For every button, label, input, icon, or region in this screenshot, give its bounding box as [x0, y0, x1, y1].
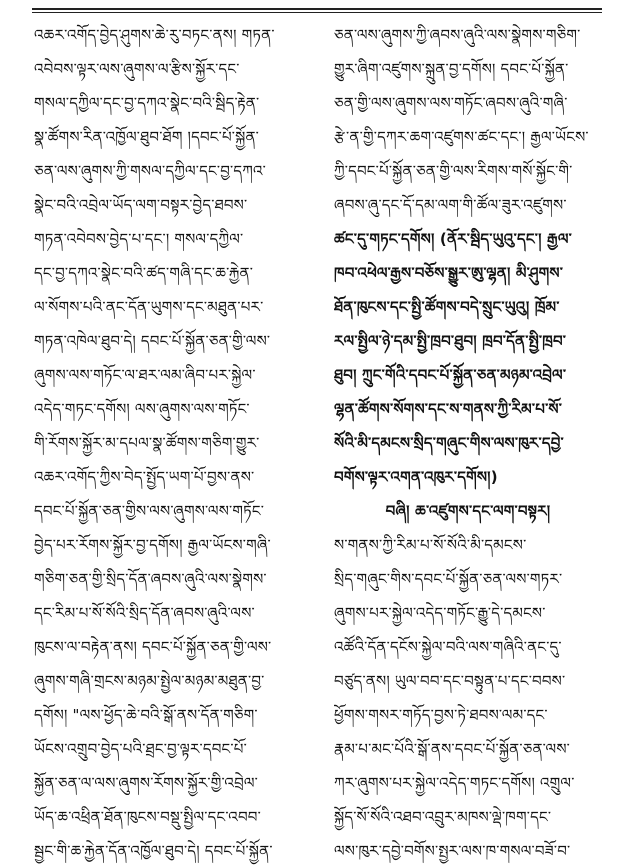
text-line: གཏན་འཁེལ་ཐུབ་དེ། དབང་པོ་སྐྱོན་ཅན་གྱི་ལས་: [34, 332, 271, 350]
text-line: ཞབས་ཞུ་དང་དོ་དམ་ལག་གི་ཚོལ་ཟུར་འཛུགས་: [334, 196, 567, 214]
text-line: སྦྱང་གི་ཆ་རྐྱེན་དོན་འཁྱོལ་ཐུབ་དེ། དབང་པོ་སྐྱོན་: [34, 842, 273, 860]
text-line: ཁུངས་ལ་བརྟེན་ནས། དབང་པོ་སྐྱོན་ཅན་གྱི་ལས་: [34, 638, 272, 656]
text-line: ཡོད་ཆ་འཕྲིན་ཐོན་ཁུངས་བསྡུ་སྤྱིལ་དང་འབབ་: [34, 808, 261, 826]
text-line: བཙུད་ནས། ཡུལ་བབ་དང་བསྟུན་པ་དང་བབས་: [334, 672, 566, 690]
text-line: གཅིག་ཅན་གྱི་སྲིད་དོན་ཞབས་ཞུའི་ལས་སྣེགས་: [34, 570, 267, 588]
text-line: གཏན་འབེབས་བྱེད་པ་དང་། གསལ་དཀྱིལ་: [34, 230, 244, 248]
text-line: སྲིད་གཞུང་གིས་དབང་པོ་སྐྱོན་ཅན་ལས་གཏར་: [334, 570, 563, 588]
text-line: ཅན་གྱི་ལས་ཞུགས་ལས་གཏོང་ཞབས་ཞུའི་གཞི་: [334, 94, 568, 112]
text-line: གསལ་དཀྱིལ་དང་བྱ་དཀའ་སྣེང་བའི་སྦིད་རྟེན་: [34, 94, 260, 112]
text-line: འདེད་གཏང་དགོས། ལས་ཞུགས་ལས་གཏོང་: [34, 400, 250, 418]
text-line: དགོས། "ལས་ཕྱོད་ཆེ་བའི་སྒོ་ནས་དོན་གཅིག་: [34, 706, 258, 724]
text-line: རྣམ་པ་མང་པོའི་སྒོ་ནས་དབང་པོ་སྐྱོན་ཅན་ལས་: [334, 740, 571, 758]
text-line: ཐོན་ཁུངས་དང་སྤྱི་ཚོགས་བདེ་སྲུང་ཡུའུ། ཁྲོམ་: [334, 298, 560, 316]
left-text-column: [34, 18, 302, 868]
text-line: ཀར་ཞུགས་པར་སྐྱེལ་འདེད་གཏང་དགོས། འགྲུལ་: [334, 774, 575, 792]
text-line: ཚང་དུ་གཏང་དགོས། (ནོར་སྦིད་ཡུའུ་དང་། རྒྱལ་: [334, 230, 572, 248]
text-line: ཞུགས་གཞི་གྲངས་མཉམ་སྤྱེལ་མཉམ་མཐུན་བྱ་: [34, 672, 265, 690]
text-line: བྱེད་པར་རོགས་སྐྱོར་བྱ་དགོས། རྒྱལ་ཡོངས་གཞི་: [34, 536, 271, 554]
text-line: ལ་སོགས་པའི་ནང་དོན་ཡུགས་དང་མཐུན་པར་: [34, 298, 264, 316]
text-line: ཡོངས་འགྲུབ་བྱེད་པའི་ཐྲང་བྱ་ལྟར་དབང་པོ་: [34, 740, 247, 758]
text-line: ཞུགས་ལས་གཏོང་ལ་ཐར་ལམ་ཞིབ་པར་སྐྱེལ་: [34, 366, 256, 384]
text-line: ཅན་ལས་ཞུགས་ཀྱི་གསལ་དཀྱིལ་དང་བྱ་དཀའ་: [34, 162, 267, 180]
text-line: གྱུར་ཞིག་འཛུགས་སྐྲུན་བྱ་དགོས། དབང་པོ་སྐྱོན་: [334, 60, 569, 78]
text-line: དབང་པོ་སྐྱོན་ཅན་གྱིས་ལས་ཞུགས་ལས་གཏོང་: [34, 502, 265, 520]
top-rule-thin: [32, 12, 602, 13]
text-line: གི་རོགས་སྐྱོར་མ་དཔལ་སྣ་ཚོགས་གཅིག་གྱུར་: [34, 434, 260, 452]
text-line: ཞུགས་པར་སྐྱེལ་འདེད་གཏོང་རྒྱུ་དེ་དམངས་: [334, 604, 546, 622]
text-line: རལ་སྤྱིལ་ཉེ་དམ་སྤྱི་ཁྲབ་ཐུབ། ཁྲབ་དོན་སྤྱི་ཁྲབ་: [334, 332, 567, 350]
text-line: སོའི་མི་དམངས་སྲིད་གཞུང་གིས་ལས་ཁུར་དབྱེ་: [334, 434, 564, 452]
text-line: བགོས་ལྟར་འགན་འཁུར་དགོས།): [334, 468, 498, 486]
text-line: སྐྱོན་ཅན་ལ་ལས་ཞུགས་རོགས་སྐྱོར་གྱི་འབྲེལ་: [34, 774, 259, 792]
text-line: འཚོའི་དོན་དངོས་སྐྱེལ་བའི་ལས་གཞིའི་ནང་དུ་: [334, 638, 562, 656]
text-line: ཁབ་འཕེལ་རྒྱས་བཅོས་སྒྱུར་ཨུ་ལྷན། མི་ཤུགས་: [334, 264, 564, 282]
right-text-column: [334, 18, 602, 868]
text-line: འཆར་འགོད་ཀྱིས་བེད་སྤྱོད་ཡག་པོ་བྱས་ནས་: [34, 468, 255, 486]
text-line: ཅན་ལས་ཞུགས་ཀྱི་ཞབས་ཞུའི་ལས་སྣེགས་གཅིག་: [334, 26, 581, 44]
text-line: སྣེང་བའི་འབྲེལ་ཡོད་ལག་བསྟར་བྱེད་ཐབས་: [34, 196, 248, 214]
text-line: དང་བྱ་དཀའ་སྣེང་བའི་ཚད་གཞི་དང་ཆ་རྐྱེན་: [34, 264, 254, 282]
text-line: ཕྱོགས་གསར་གཏོད་བྱས་ཏེ་ཐབས་ལམ་དང་: [334, 706, 548, 724]
text-line: ས་གནས་ཀྱི་རིམ་པ་སོ་སོའི་མི་དམངས་: [334, 536, 527, 554]
text-line: ཀྱི་དབང་པོ་སྐྱོན་ཅན་གྱི་ལས་རིགས་གསོ་སྐྱོང་གི་: [334, 162, 573, 180]
text-line: ཐུབ། ཀྲུང་གོའི་དབང་པོ་སྐྱོན་ཅན་མཉམ་འབྲེལ་: [334, 366, 567, 384]
text-line: སྐྱོད་སོ་སོའི་འཐབ་འབྲུར་མཁས་ལྡེ་ཁག་དང་: [334, 808, 552, 826]
text-line: ལྷན་ཚོགས་སོགས་དང་ས་གནས་ཀྱི་རིམ་པ་སོ་: [334, 400, 563, 418]
section-heading: བཞི། ཆ་འཛུགས་དང་ལག་བསྟར།: [385, 502, 551, 520]
text-line: དང་རིམ་པ་སོ་སོའི་སྲིད་དོན་ཞབས་ཞུའི་ལས་: [34, 604, 255, 622]
top-rule: [32, 8, 602, 10]
text-line: སྣ་ཚོགས་རིན་འཁྱོལ་ཐུབ་ཐོག །དབང་པོ་སྐྱོན་: [34, 128, 260, 146]
text-line: ལས་ཁུར་དབྱེ་བགོས་སྤྱར་ལས་ཁ་གསལ་བཟོ་བ་: [334, 842, 571, 860]
text-line: འབེབས་ལྟར་ལས་ཞུགས་ལ་རྩིས་སྐྱོར་དང་: [34, 60, 240, 78]
text-line: འཆར་འགོད་བྱེད་ཤུགས་ཆེ་རུ་བཏང་ནས། གཏན་: [34, 26, 275, 44]
text-line: རྩེ་ན་གྱི་དཀར་ཆག་འཛུགས་ཚང་དང་། རྒྱལ་ཡོངས་: [334, 128, 589, 146]
